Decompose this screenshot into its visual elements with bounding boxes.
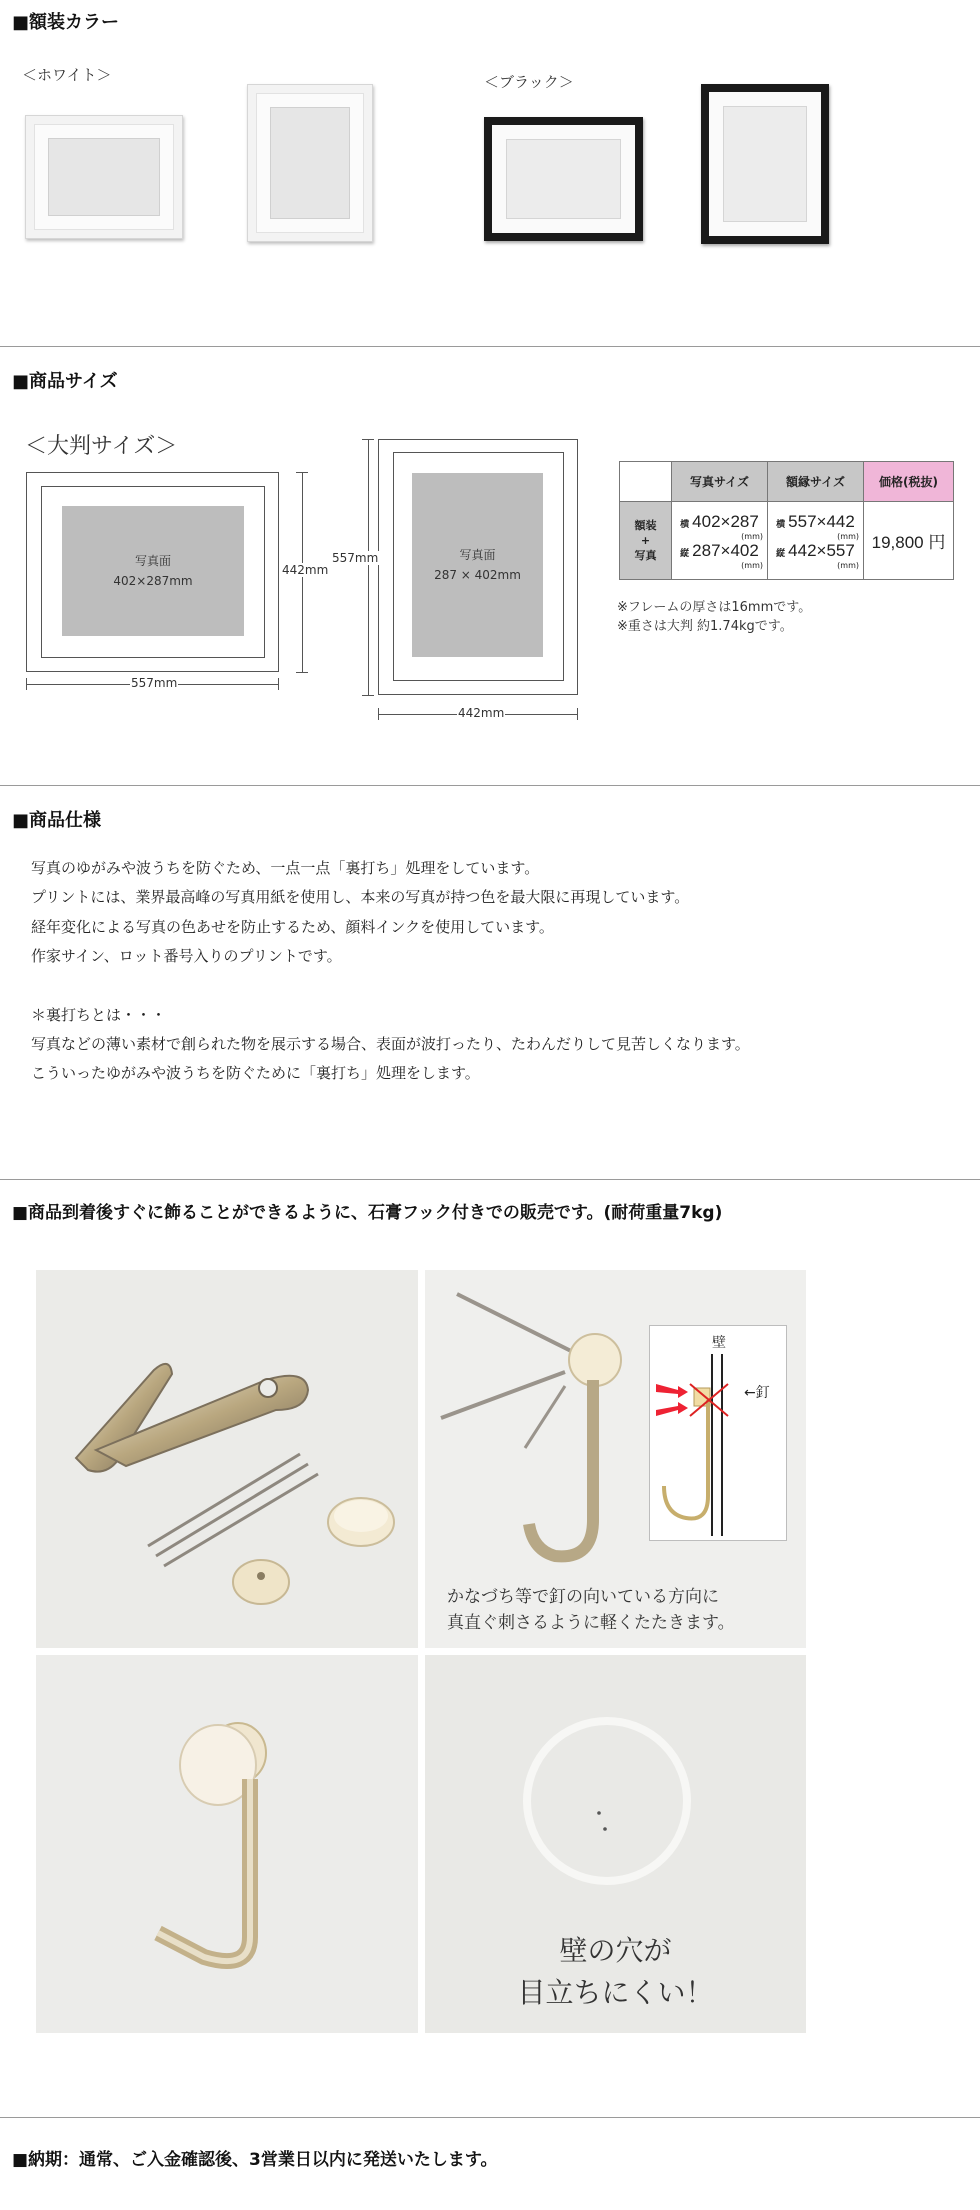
spec-line-3: 経年変化による写真の色あせを防止するため、顔料インクを使用しています。: [31, 918, 554, 936]
landscape-photo-dims: 402×287mm: [113, 574, 193, 588]
photo-size-cell: 横 402×287 (mm) 縦 287×402 (mm): [672, 502, 768, 580]
hook-mounted-illustration: [36, 1655, 418, 2033]
install-diagram-inset: [649, 1325, 787, 1541]
portrait-width-label: 442mm: [458, 706, 505, 720]
thickness-note: ※フレームの厚さは16mmです。: [617, 600, 812, 615]
photo-size-tate: 287×402: [692, 540, 759, 560]
hole-caption-line-1: 壁の穴が: [559, 1934, 672, 1967]
wall-hole-photo: [425, 1655, 806, 2033]
uraurichi-heading: ＊裏打ちとは・・・: [31, 1006, 167, 1024]
black-frame-landscape: [484, 117, 643, 241]
hook-mounted-photo: [36, 1655, 418, 2033]
portrait-photo-label: 写真面: [459, 548, 496, 562]
frame-color-title: ■額装カラー: [12, 12, 120, 33]
divider-1: [0, 346, 980, 347]
hook-parts-photo: [36, 1270, 418, 1648]
spec-line-4: 作家サイン、ロット番号入りのプリントです。: [31, 947, 342, 965]
size-price-table: [619, 461, 954, 580]
frame-size-cell: 横 557×442 (mm) 縦 442×557 (mm): [768, 502, 864, 580]
wall-diagram: [650, 1326, 786, 1540]
black-label: ＜ブラック＞: [484, 73, 574, 91]
white-frame-portrait: [247, 84, 373, 242]
frame-size-yoko: 557×442: [788, 511, 855, 531]
divider-3: [0, 1179, 980, 1180]
divider-2: [0, 785, 980, 786]
install-caption-line-1: かなづち等で釘の向いている方向に: [447, 1587, 719, 1607]
spec-line-2: プリントには、業界最高峰の写真用紙を使用し、本来の写真が持つ色を最大限に再現しています。: [31, 888, 690, 906]
col-frame-size: 額縁サイズ: [768, 462, 864, 502]
frame-size-tate: 442×557: [788, 540, 855, 560]
inset-wall-label: 壁: [712, 1335, 726, 1351]
uraurichi-line-2: こういったゆがみや波うちを防ぐために「裏打ち」処理をします。: [31, 1064, 480, 1082]
hole-caption-line-2: 目立ちにくい！: [517, 1976, 714, 2009]
photo-size-yoko: 402×287: [692, 511, 759, 531]
portrait-height-line: [368, 439, 369, 695]
hook-parts-illustration: [36, 1270, 418, 1648]
uraurichi-line-1: 写真などの薄い素材で創られた物を展示する場合、表面が波打ったり、たわんだりして見苦しくなります。: [31, 1035, 750, 1053]
landscape-photo-area: [62, 506, 244, 636]
col-price: 価格(税抜): [864, 462, 954, 502]
row-label: 額装 + 写真: [620, 502, 672, 580]
white-frame-landscape: [25, 115, 183, 239]
price-cell: 19,800 円: [864, 502, 954, 580]
delivery-title: ■納期：通常、ご入金確認後、3営業日以内に発送いたします。: [12, 2150, 498, 2170]
portrait-photo-area: [412, 473, 543, 657]
landscape-height-label: 442mm: [282, 563, 329, 577]
inset-nail-label: ←釘: [744, 1385, 770, 1401]
white-label: ＜ホワイト＞: [22, 66, 112, 84]
landscape-photo-label: 写真面: [134, 554, 171, 568]
weight-note: ※重さは大判 約1.74kgです。: [617, 619, 793, 634]
spec-title: ■商品仕様: [12, 810, 102, 831]
divider-4: [0, 2117, 980, 2118]
black-frame-portrait: [701, 84, 829, 244]
spec-line-1: 写真のゆがみや波うちを防ぐため、一点一点「裏打ち」処理をしています。: [31, 859, 540, 877]
size-title: ■商品サイズ: [12, 371, 118, 392]
portrait-photo-dims: 287 × 402mm: [434, 568, 521, 582]
landscape-width-label: 557mm: [131, 676, 178, 690]
col-photo-size: 写真サイズ: [672, 462, 768, 502]
size-subtitle: ＜大判サイズ＞: [25, 434, 178, 459]
install-caption-line-2: 真直ぐ刺さるように軽くたたきます。: [447, 1613, 735, 1633]
portrait-height-label: 557mm: [332, 551, 379, 565]
hook-install-photo: [425, 1270, 806, 1648]
hook-title: ■商品到着後すぐに飾ることができるように、石膏フック付きでの販売です。(耐荷重量7kg): [12, 1203, 723, 1223]
